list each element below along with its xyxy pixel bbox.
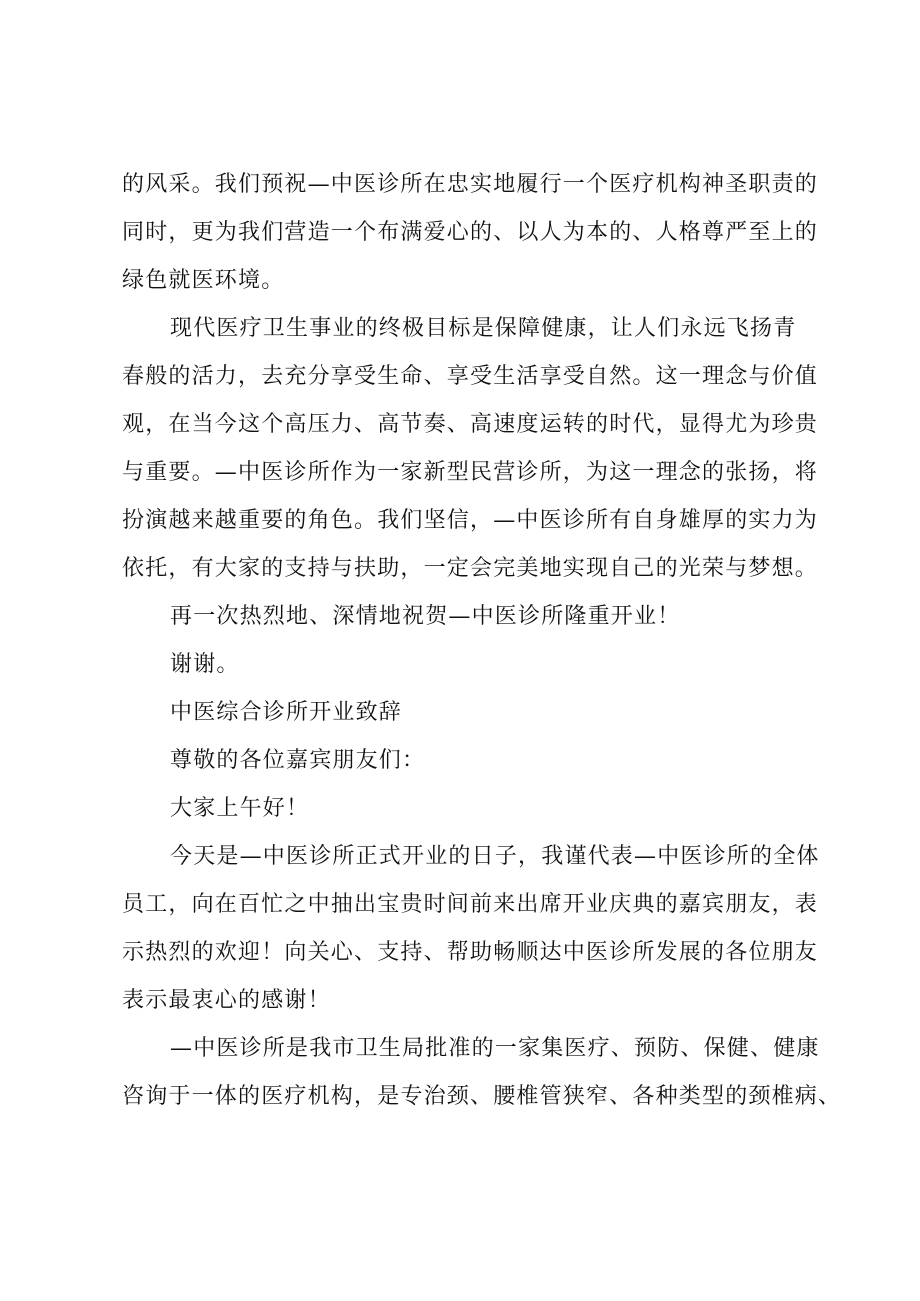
section-heading: 中医综合诊所开业致辞 xyxy=(170,700,403,725)
text-line: 春般的活力，去充分享受生命、享受生活享受自然。这一理念与价值 xyxy=(122,364,819,389)
text-line: 谢谢。 xyxy=(170,652,240,677)
text-line: 的风采。我们预祝—中医诊所在忠实地履行一个医疗机构神圣职责的 xyxy=(122,172,819,197)
text-line: 再一次热烈地、深情地祝贺—中医诊所隆重开业！ xyxy=(170,604,681,629)
text-line: 绿色就医环境。 xyxy=(122,268,285,293)
text-line: —中医诊所是我市卫生局批准的一家集医疗、预防、保健、健康 xyxy=(170,1036,820,1061)
text-line: 示热烈的欢迎！向关心、支持、帮助畅顺达中医诊所发展的各位朋友 xyxy=(122,940,819,965)
text-line: 同时，更为我们营造一个布满爱心的、以人为本的、人格尊严至上的 xyxy=(122,220,819,245)
text-line: 观，在当今这个高压力、高节奏、高速度运转的时代，显得尤为珍贵 xyxy=(122,412,819,437)
text-line: 现代医疗卫生事业的终极目标是保障健康，让人们永远飞扬青 xyxy=(170,316,797,341)
text-line: 员工，向在百忙之中抽出宝贵时间前来出席开业庆典的嘉宾朋友，表 xyxy=(122,892,819,917)
text-line: 扮演越来越重要的角色。我们坚信，—中医诊所有自身雄厚的实力为 xyxy=(122,508,819,533)
text-line: 表示最衷心的感谢！ xyxy=(122,988,331,1013)
text-line: 尊敬的各位嘉宾朋友们： xyxy=(170,748,426,773)
text-line: 依托，有大家的支持与扶助，一定会完美地实现自己的光荣与梦想。 xyxy=(122,556,819,581)
text-line: 今天是—中医诊所正式开业的日子，我谨代表—中医诊所的全体 xyxy=(170,844,820,869)
text-line: 咨询于一体的医疗机构，是专治颈、腰椎管狭窄、各种类型的颈椎病、 xyxy=(122,1084,842,1109)
text-line: 与重要。—中医诊所作为一家新型民营诊所，为这一理念的张扬，将 xyxy=(122,460,819,485)
text-line: 大家上午好！ xyxy=(170,796,310,821)
